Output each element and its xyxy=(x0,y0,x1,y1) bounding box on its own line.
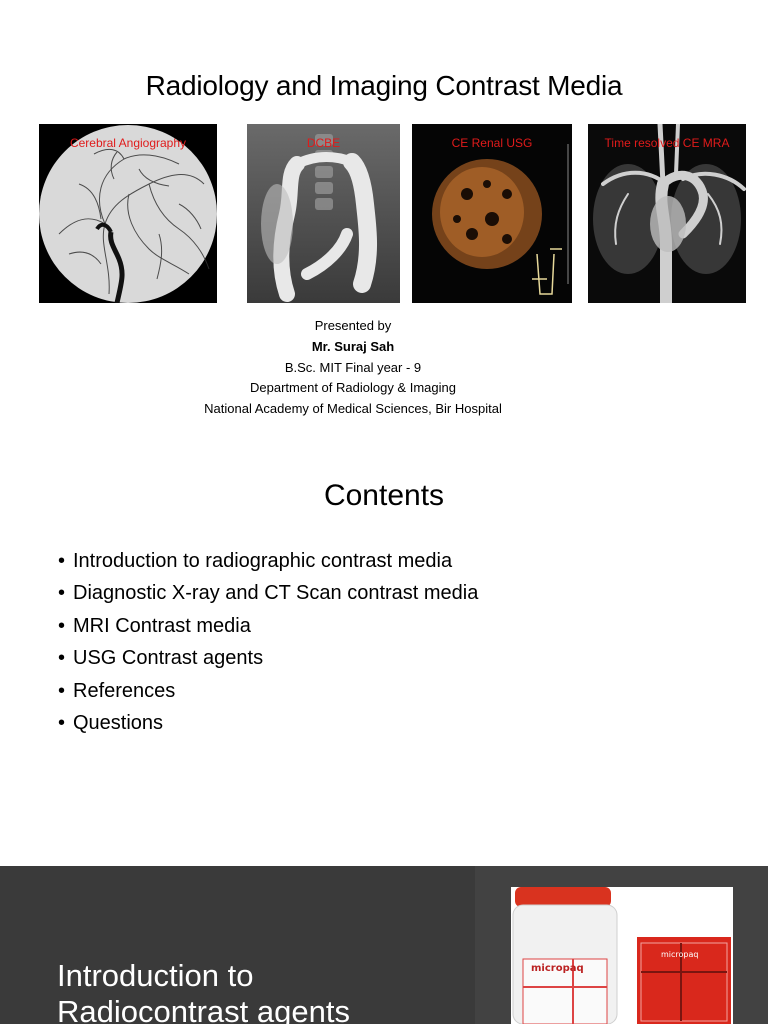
image-caption: DCBE xyxy=(306,136,341,150)
presenter-course: B.Sc. MIT Final year - 9 xyxy=(284,359,422,375)
contents-slide xyxy=(0,432,768,864)
list-item: • Introduction to radiographic contrast media xyxy=(58,550,453,572)
presented-by-label: Presented by xyxy=(314,318,392,333)
contents-list xyxy=(58,545,478,739)
intro-slide xyxy=(0,866,768,1029)
slide-title: Radiology and Imaging Contrast Media xyxy=(145,70,623,101)
dcbe-image xyxy=(247,124,400,303)
title-slide xyxy=(0,0,768,432)
presenter-name: Mr. Suraj Sah xyxy=(311,338,395,354)
angiography-image xyxy=(39,124,217,303)
contrast-product-image xyxy=(511,887,733,1024)
product-label: micropaq xyxy=(531,963,584,974)
mra-image xyxy=(588,124,746,303)
list-item: • References xyxy=(58,679,176,702)
image-caption: Time resolved CE MRA xyxy=(604,136,730,150)
svg-text:micropaq: micropaq xyxy=(661,950,699,959)
presenter-department: Department of Radiology & Imaging xyxy=(250,380,456,396)
list-item: • Questions xyxy=(58,711,164,734)
intro-title: Introduction to Radiocontrast agents xyxy=(57,958,350,1029)
list-item: • Diagnostic X-ray and CT Scan contrast media xyxy=(58,582,479,605)
image-caption: Cerebral Angiography xyxy=(69,136,187,150)
renal-usg-image xyxy=(412,124,572,303)
presenter-institution: National Academy of Medical Sciences, Bir Hospital xyxy=(204,401,502,417)
list-item: • USG Contrast agents xyxy=(58,647,264,670)
list-item: • MRI Contrast media xyxy=(58,614,251,637)
image-caption: CE Renal USG xyxy=(451,136,533,150)
contents-title: Contents xyxy=(323,479,445,512)
presenter-block xyxy=(193,316,513,420)
